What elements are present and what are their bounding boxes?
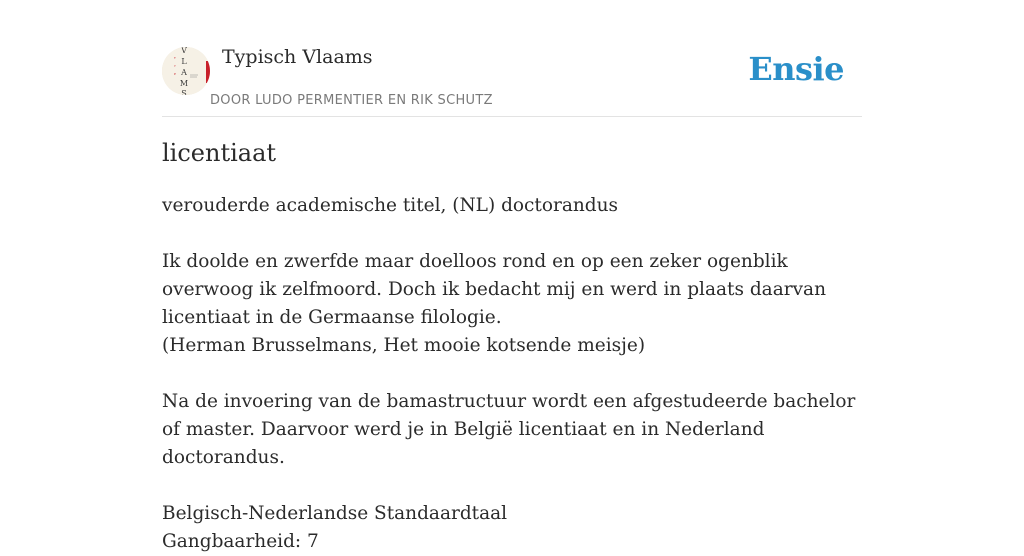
paragraph-gap xyxy=(162,360,862,388)
paragraph-gap xyxy=(162,220,862,248)
page-header xyxy=(162,0,862,117)
svg-text:P: P xyxy=(174,72,176,76)
entry-note: Na de invoering van de bamastructuur wordt een afgestudeerde bachelor of master. Daarvoor werd je in België licentiaat en in Nederland doctorandus. xyxy=(162,391,856,468)
entry-quote-source: (Herman Brusselmans, Het mooie kotsende meisje) xyxy=(162,335,646,356)
book-cover-icon xyxy=(162,47,210,95)
entry-category: Belgisch-Nederlandse Standaardtaal xyxy=(162,503,508,524)
svg-text:A: A xyxy=(181,68,187,77)
book-authors: DOOR LUDO PERMENTIER EN RIK SCHUTZ xyxy=(210,93,493,108)
svg-text:V: V xyxy=(181,47,187,55)
page-container xyxy=(162,0,862,552)
entry-quote: Ik doolde en zwerfde maar doelloos rond en op een zeker ogenblik overwoog ik zelfmoord. Doch ik bedacht mij en werd in plaats daarvan licentiaat in de Germaanse filologie. xyxy=(162,251,826,328)
paragraph-gap xyxy=(162,472,862,500)
svg-text:Y: Y xyxy=(174,64,176,68)
entry-body xyxy=(162,192,862,556)
ensie-logo-link[interactable]: Ensie xyxy=(748,50,844,88)
svg-text:L: L xyxy=(181,57,187,66)
book-cover-avatar[interactable] xyxy=(162,47,210,95)
svg-text:S: S xyxy=(181,89,187,95)
svg-text:T: T xyxy=(174,56,176,60)
entry-definition: verouderde academische titel, (NL) doctorandus xyxy=(162,195,619,216)
svg-text:M: M xyxy=(179,79,189,88)
entry-category-cut: Gangbaarheid: 7 xyxy=(162,531,319,552)
entry-title: licentiaat xyxy=(162,139,277,167)
book-title[interactable]: Typisch Vlaams xyxy=(222,46,373,68)
